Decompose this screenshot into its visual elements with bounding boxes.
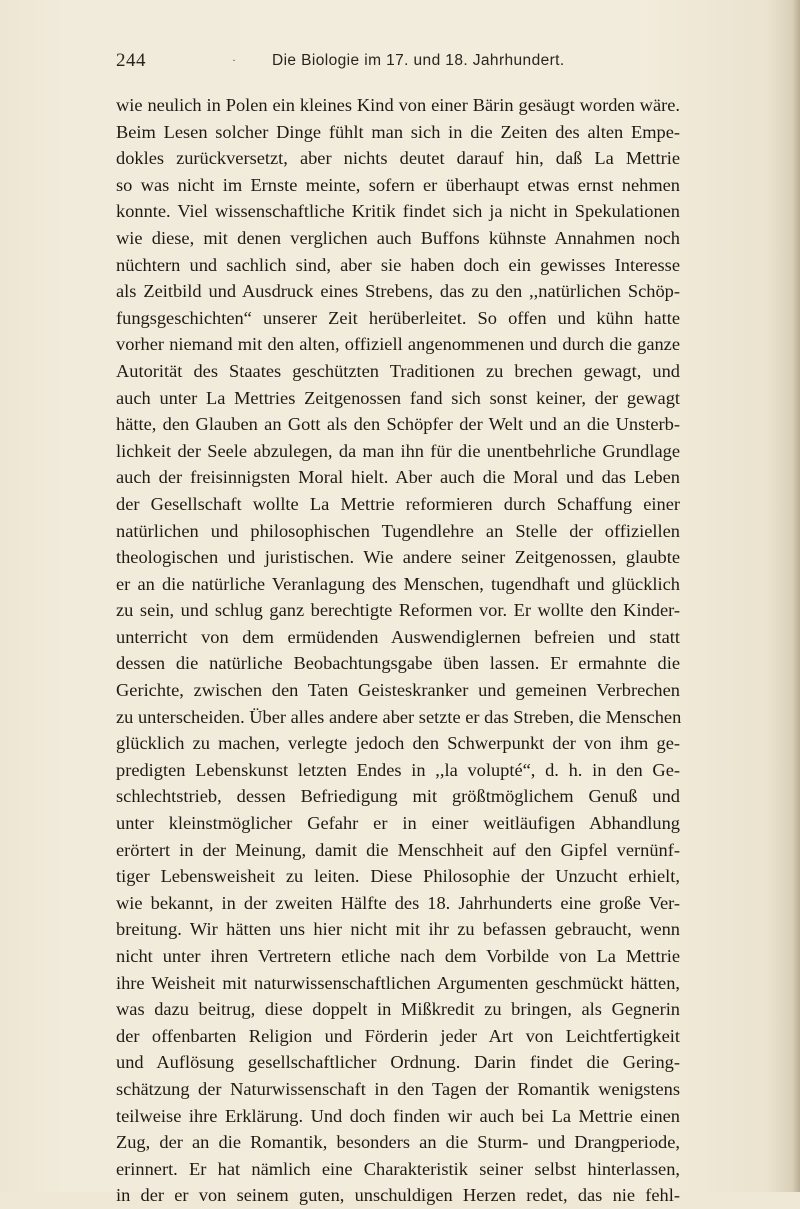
text-line: natürlichen und philosophischen Tugendlehre an Stelle der offiziellen: [116, 520, 680, 541]
text-line: tiger Lebensweisheit zu leiten. Diese Philosophie der Unzucht erhielt,: [116, 866, 680, 887]
text-line: teilweise ihre Erklärung. Und doch finden wir auch bei La Mettrie einen: [116, 1105, 680, 1126]
text-line: wie neulich in Polen ein kleines Kind von einer Bärin gesäugt worden wäre.: [116, 95, 680, 115]
text-line: predigten Lebenskunst letzten Endes in ,,la volupté“, d. h. in den Ge-: [116, 759, 680, 780]
text-line: Beim Lesen solcher Dinge fühlt man sich in die Zeiten des alten Empe-: [116, 121, 680, 142]
text-line: auch der freisinnigsten Moral hielt. Aber auch die Moral und das Leben: [116, 467, 680, 488]
text-line: nüchtern und sachlich sind, aber sie haben doch ein gewisses Interesse: [116, 254, 680, 275]
text-line: ihre Weisheit mit naturwissenschaftlichen Argumenten geschmückt hätten,: [116, 972, 680, 993]
text-line: Gerichte, zwischen den Taten Geisteskranker und gemeinen Verbrechen: [116, 680, 680, 701]
text-line: zu unterscheiden. Über alles andere aber setzte er das Streben, die Menschen: [116, 706, 682, 727]
text-line: was dazu beitrug, diese doppelt in Mißkredit zu bringen, als Gegnerin: [116, 999, 680, 1020]
text-line: breitung. Wir hätten uns hier nicht mit ihr zu befassen gebraucht, wenn: [116, 919, 680, 940]
text-line: theologischen und juristischen. Wie andere seiner Zeitgenossen, glaubte: [116, 547, 680, 568]
text-line: erörtert in der Meinung, damit die Menschheit auf den Gipfel vernünf-: [116, 839, 680, 860]
text-line: unterricht von dem ermüdenden Auswendiglernen befreien und statt: [116, 626, 680, 647]
text-line: als Zeitbild und Ausdruck eines Strebens, das zu den ,,natürlichen Schöp-: [116, 281, 680, 302]
text-line: erinnert. Er hat nämlich eine Charakteristik seiner selbst hinterlassen,: [116, 1158, 680, 1179]
text-line: dessen die natürliche Beobachtungsgabe üben lassen. Er ermahnte die: [116, 653, 680, 674]
text-line: unter kleinstmöglicher Gefahr er in einer weitläufigen Abhandlung: [116, 813, 680, 834]
text-line: zu sein, und schlug ganz berechtigte Reformen vor. Er wollte den Kinder-: [116, 600, 680, 621]
running-head: Die Biologie im 17. und 18. Jahrhundert.: [272, 52, 565, 69]
text-line: auch unter La Mettries Zeitgenossen fand sich sonst keiner, der gewagt: [116, 387, 680, 408]
body-text: [116, 92, 680, 1209]
text-line: hätte, den Glauben an Gott als den Schöpfer der Welt und an die Unsterb-: [116, 414, 680, 435]
text-line: wie diese, mit denen verglichen auch Buffons kühnste Annahmen noch: [116, 227, 680, 248]
text-line: fungsgeschichten“ unserer Zeit herüberleitet. So offen und kühn hatte: [116, 307, 680, 328]
text-line: so was nicht im Ernste meinte, sofern er überhaupt etwas ernst nehmen: [116, 174, 680, 195]
header-dot-mark: ·: [232, 53, 236, 67]
text-line: schlechtstrieb, dessen Befriedigung mit größtmöglichem Genuß und: [116, 786, 680, 807]
text-line: Zug, der an die Romantik, besonders an die Sturm- und Drangperiode,: [116, 1132, 680, 1153]
text-line: der offenbarten Religion und Förderin jeder Art von Leichtfertigkeit: [116, 1025, 680, 1046]
text-line: der Gesellschaft wollte La Mettrie reformieren durch Schaffung einer: [116, 493, 680, 514]
text-line: Autorität des Staates geschützten Traditionen zu brechen gewagt, und: [116, 360, 680, 381]
text-line: nicht unter ihren Vertretern etliche nach dem Vorbilde von La Mettrie: [116, 946, 680, 966]
text-line: in der er von seinem guten, unschuldigen Herzen redet, das nie fehl-: [116, 1185, 680, 1206]
page-header: [116, 48, 680, 74]
text-line: konnte. Viel wissenschaftliche Kritik findet sich ja nicht in Spekulationen: [116, 201, 680, 222]
text-line: wie bekannt, in der zweiten Hälfte des 18. Jahrhunderts eine große Ver-: [116, 892, 680, 913]
text-line: glücklich zu machen, verlegte jedoch den Schwerpunkt der von ihm ge-: [116, 733, 680, 754]
page-number: 244: [116, 50, 146, 71]
text-line: und Auflösung gesellschaftlicher Ordnung. Darin findet die Gering-: [116, 1052, 680, 1073]
text-line: vorher niemand mit den alten, offiziell angenommenen und durch die ganze: [116, 334, 680, 355]
text-line: schätzung der Naturwissenschaft in den Tagen der Romantik wenigstens: [116, 1078, 680, 1099]
text-line: er an die natürliche Veranlagung des Menschen, tugendhaft und glücklich: [116, 573, 680, 594]
text-line: lichkeit der Seele abzulegen, da man ihn für die unentbehrliche Grundlage: [116, 440, 680, 461]
text-line: dokles zurückversetzt, aber nichts deutet darauf hin, daß La Mettrie: [116, 148, 680, 169]
